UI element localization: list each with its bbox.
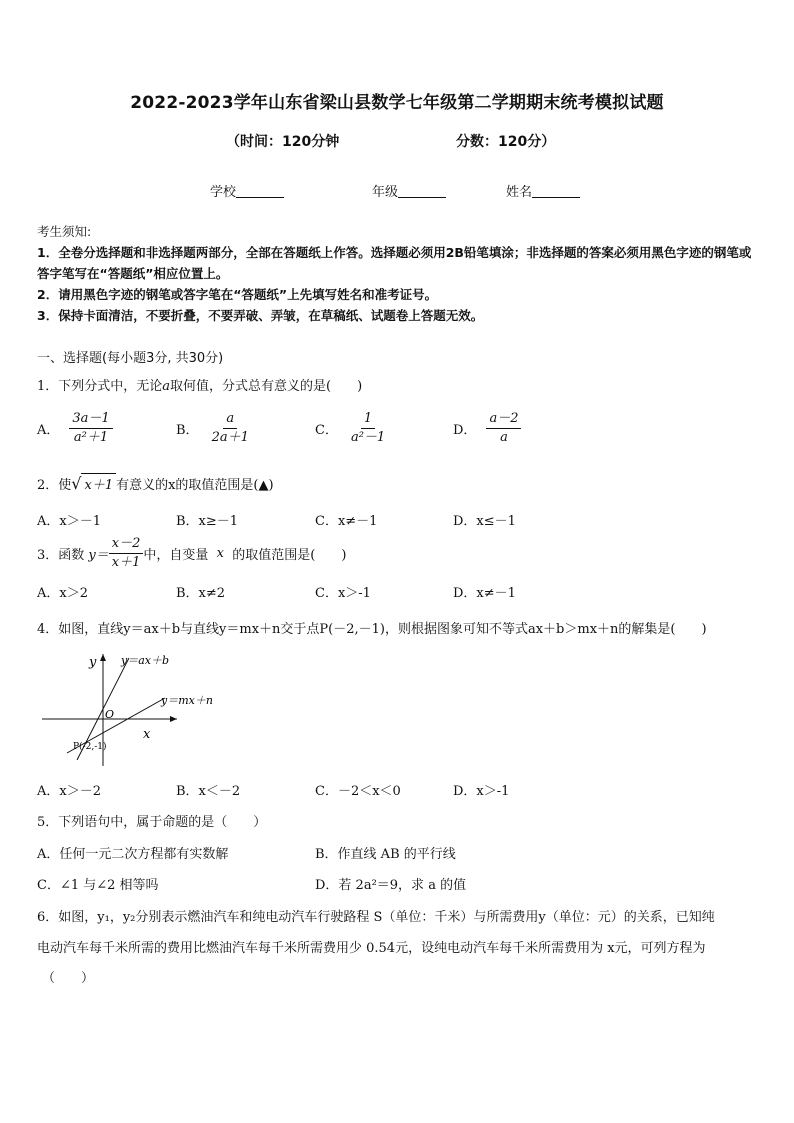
line2-label: y＝mx＋n [161, 694, 213, 707]
q2-option-d[interactable]: D．x≤－1 [453, 514, 516, 529]
question-3-stem: 3．函数 y＝ $\frac{x-2}{x+1}$ 中，自变量 x 的取值范围是( ) [37, 536, 347, 570]
exam-time: （时间：120分钟 [226, 134, 340, 150]
section-heading: 一、选择题(每小题3分, 共30分) [37, 351, 224, 366]
school-field[interactable]: 学校 [210, 181, 284, 200]
point-label: P(-2,-1) [73, 742, 107, 752]
notice-item-1: 1．全卷分选择题和非选择题两部分，全部在答题纸上作答。选择题必须用2B铅笔填涂；非选择题的答案必须用黑色字迹的钢笔或答字笔写在“答题纸”相应位置上。 [37, 245, 752, 281]
q1-option-d[interactable]: D． $\frac{a-2}{a}$ [453, 410, 521, 447]
notice-item-2: 2．请用黑色字迹的钢笔或答字笔在“答题纸”上先填写姓名和准考证号。 [37, 287, 438, 302]
question-4-stem: 4．如图，直线y＝ax＋b与直线y＝mx＋n交于点P(－2,－1)，则根据图象可知不等式ax＋b＞mx＋n的解集是( ) [37, 622, 707, 637]
q4-option-a[interactable]: A．x＞－2 [37, 784, 101, 799]
q3-option-b[interactable]: B．x≠2 [176, 586, 226, 601]
q3-option-c[interactable]: C．x＞-1 [315, 586, 371, 601]
question-1-stem: 1．下列分式中，无论a取何值，分式总有意义的是( ) [37, 379, 363, 394]
x-label: x [143, 727, 151, 742]
q5-option-b[interactable]: B．作直线 AB 的平行线 [315, 847, 456, 862]
q3-option-a[interactable]: A．x＞2 [37, 586, 88, 601]
q2-option-b[interactable]: B．x≥－1 [176, 514, 239, 529]
question-2-stem: 2．使√ x＋1 有意义的x的取值范围是(▲) [37, 474, 274, 493]
q4-option-b[interactable]: B．x＜－2 [176, 784, 241, 799]
q2-option-a[interactable]: A．x＞－1 [37, 514, 101, 529]
q5-option-d[interactable]: D．若 2a²＝9，求 a 的值 [315, 878, 467, 893]
q4-option-d[interactable]: D．x＞-1 [453, 784, 510, 799]
name-field[interactable]: 姓名 [506, 181, 580, 200]
q4-option-c[interactable]: C．－2＜x＜0 [315, 784, 401, 799]
question-6-line-3: （ ） [42, 971, 95, 986]
notice-item-3: 3．保持卡面清洁，不要折叠，不要弄破、弄皱，在草稿纸、试题卷上答题无效。 [37, 308, 484, 323]
q4-graph [37, 648, 237, 768]
q5-option-a[interactable]: A．任何一元二次方程都有实数解 [37, 847, 229, 862]
q3-option-d[interactable]: D．x≠－1 [453, 586, 516, 601]
q2-option-c[interactable]: C．x≠－1 [315, 514, 378, 529]
q1-option-c[interactable]: C． $\frac{1}{\text{a²－1}}$ [315, 411, 386, 445]
q1-option-a[interactable]: A． $\frac{3a-1}{\text{a²＋1}}$ [37, 410, 113, 447]
q5-option-c[interactable]: C．∠1 与∠2 相等吗 [37, 878, 159, 893]
q1-option-b[interactable]: B． $\frac{a}{2a+1}$ [176, 411, 249, 445]
question-5-stem: 5．下列语句中，属于命题的是（ ） [37, 815, 267, 830]
question-6-line-2: 电动汽车每千米所需的费用比燃油汽车每千米所需费用少 0.54元，设纯电动汽车每千米所需费用为 x元，可列方程为 [37, 941, 706, 956]
question-6-line-1: 6．如图，y₁，y₂分别表示燃油汽车和纯电动汽车行驶路程 S（单位：千米）与所需费用y（单位：元）的关系，已知纯 [37, 910, 715, 925]
grade-field[interactable]: 年级 [372, 181, 446, 200]
exam-score: 分数：120分） [456, 134, 556, 150]
line1-label: y＝ax＋b [121, 654, 170, 667]
notice-heading: 考生须知: [37, 224, 92, 239]
exam-title: 2022-2023学年山东省梁山县数学七年级第二学期期末统考模拟试题 [130, 93, 664, 113]
y-label: y [89, 655, 97, 670]
origin-label: O [105, 708, 115, 721]
notice-block [37, 221, 759, 326]
